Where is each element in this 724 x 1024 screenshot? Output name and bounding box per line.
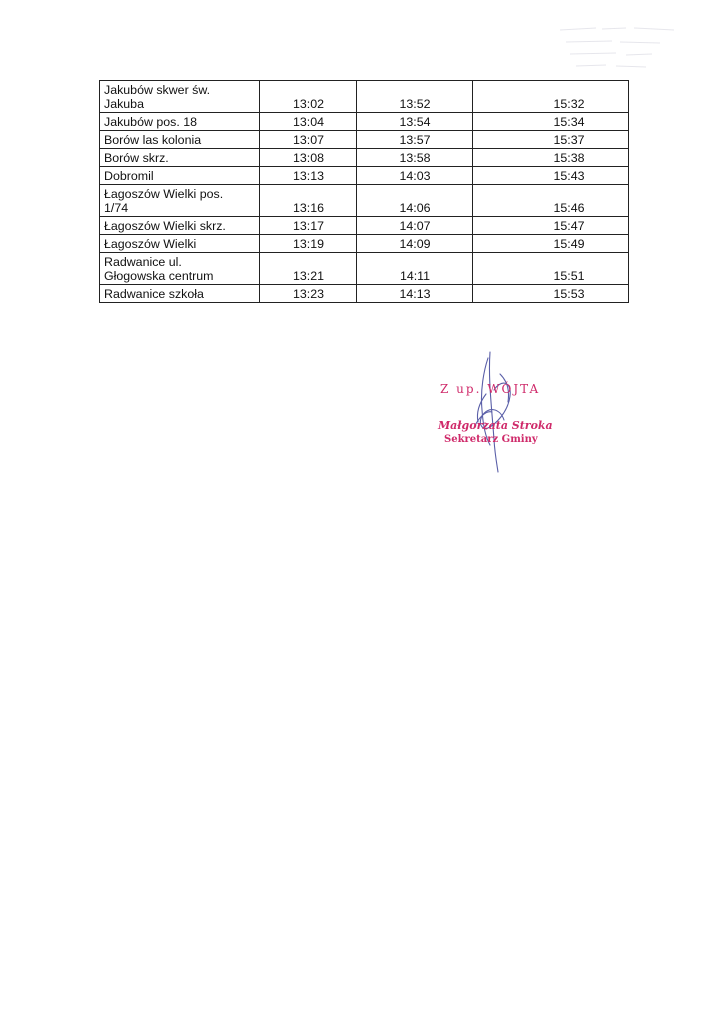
stop-name-cell: [100, 217, 260, 235]
departure-time-cell: 13:21: [260, 253, 357, 285]
table-row: [100, 113, 629, 131]
stamp-title-text: Sekretarz Gminy: [444, 434, 538, 445]
stop-name-text: Łagoszów Wielki: [104, 237, 197, 251]
departure-time-cell: 13:08: [260, 149, 357, 167]
departure-time-cell: 15:53: [473, 285, 629, 303]
table-row: [100, 285, 629, 303]
stamp-name-text: Małgorzata Stroka: [438, 419, 553, 432]
faint-receipt-stamp-icon: [556, 22, 678, 74]
departure-time-cell: 15:49: [473, 235, 629, 253]
signature-stamp-block: [430, 350, 560, 475]
departure-time-cell: 14:09: [357, 235, 473, 253]
departure-time-cell: 15:34: [473, 113, 629, 131]
stop-name-text: Borów skrz.: [104, 151, 169, 165]
departure-time-cell: 14:13: [357, 285, 473, 303]
stop-name-cell: [100, 131, 260, 149]
departure-time-cell: 13:54: [357, 113, 473, 131]
timetable-table: [99, 80, 629, 303]
departure-time-cell: 15:51: [473, 253, 629, 285]
departure-time-cell: 13:57: [357, 131, 473, 149]
stop-name-cell: [100, 235, 260, 253]
stop-name-text: Jakubów skwer św.: [104, 83, 211, 97]
departure-time-cell: 13:17: [260, 217, 357, 235]
table-row: [100, 235, 629, 253]
departure-time-cell: 13:16: [260, 185, 357, 217]
stop-name-text: Radwanice ul.: [104, 255, 182, 269]
handwritten-signature-icon: [430, 350, 560, 475]
stop-name-cell: [100, 149, 260, 167]
table-row: [100, 217, 629, 235]
departure-time-cell: 15:32: [473, 81, 629, 113]
departure-time-cell: 15:46: [473, 185, 629, 217]
departure-time-cell: 13:52: [357, 81, 473, 113]
departure-time-cell: 15:43: [473, 167, 629, 185]
stop-name-text: 1/74: [104, 201, 129, 215]
stop-name-cell: [100, 253, 260, 285]
stop-name-text: Głogowska centrum: [104, 269, 214, 283]
table-row: [100, 149, 629, 167]
stop-name-cell: [100, 285, 260, 303]
departure-time-cell: 13:58: [357, 149, 473, 167]
stop-name-text: Jakubów pos. 18: [104, 115, 197, 129]
departure-time-cell: 14:07: [357, 217, 473, 235]
departure-time-cell: 13:19: [260, 235, 357, 253]
departure-time-cell: 14:11: [357, 253, 473, 285]
departure-time-cell: 13:02: [260, 81, 357, 113]
departure-time-cell: 14:03: [357, 167, 473, 185]
departure-time-cell: 13:04: [260, 113, 357, 131]
stop-name-text: Łagoszów Wielki pos.: [104, 187, 224, 201]
departure-time-cell: 13:07: [260, 131, 357, 149]
stop-name-cell: [100, 185, 260, 217]
departure-time-cell: 13:13: [260, 167, 357, 185]
stop-name-text: Radwanice szkoła: [104, 287, 204, 301]
stop-name-cell: [100, 113, 260, 131]
table-row: [100, 253, 629, 285]
stop-name-text: Jakuba: [104, 97, 144, 111]
departure-time-cell: 14:06: [357, 185, 473, 217]
stop-name-text: Borów las kolonia: [104, 133, 202, 147]
stop-name-text: Łagoszów Wielki skrz.: [104, 219, 226, 233]
stop-name-cell: [100, 167, 260, 185]
departure-time-cell: 15:38: [473, 149, 629, 167]
departure-time-cell: 15:37: [473, 131, 629, 149]
stop-name-cell: [100, 81, 260, 113]
table-row: [100, 131, 629, 149]
table-row: [100, 81, 629, 113]
table-row: [100, 185, 629, 217]
stop-name-text: Dobromil: [104, 169, 154, 183]
departure-time-cell: 15:47: [473, 217, 629, 235]
stamp-authority-text: Z up. WÓJTA: [440, 382, 541, 396]
departure-time-cell: 13:23: [260, 285, 357, 303]
table-row: [100, 167, 629, 185]
